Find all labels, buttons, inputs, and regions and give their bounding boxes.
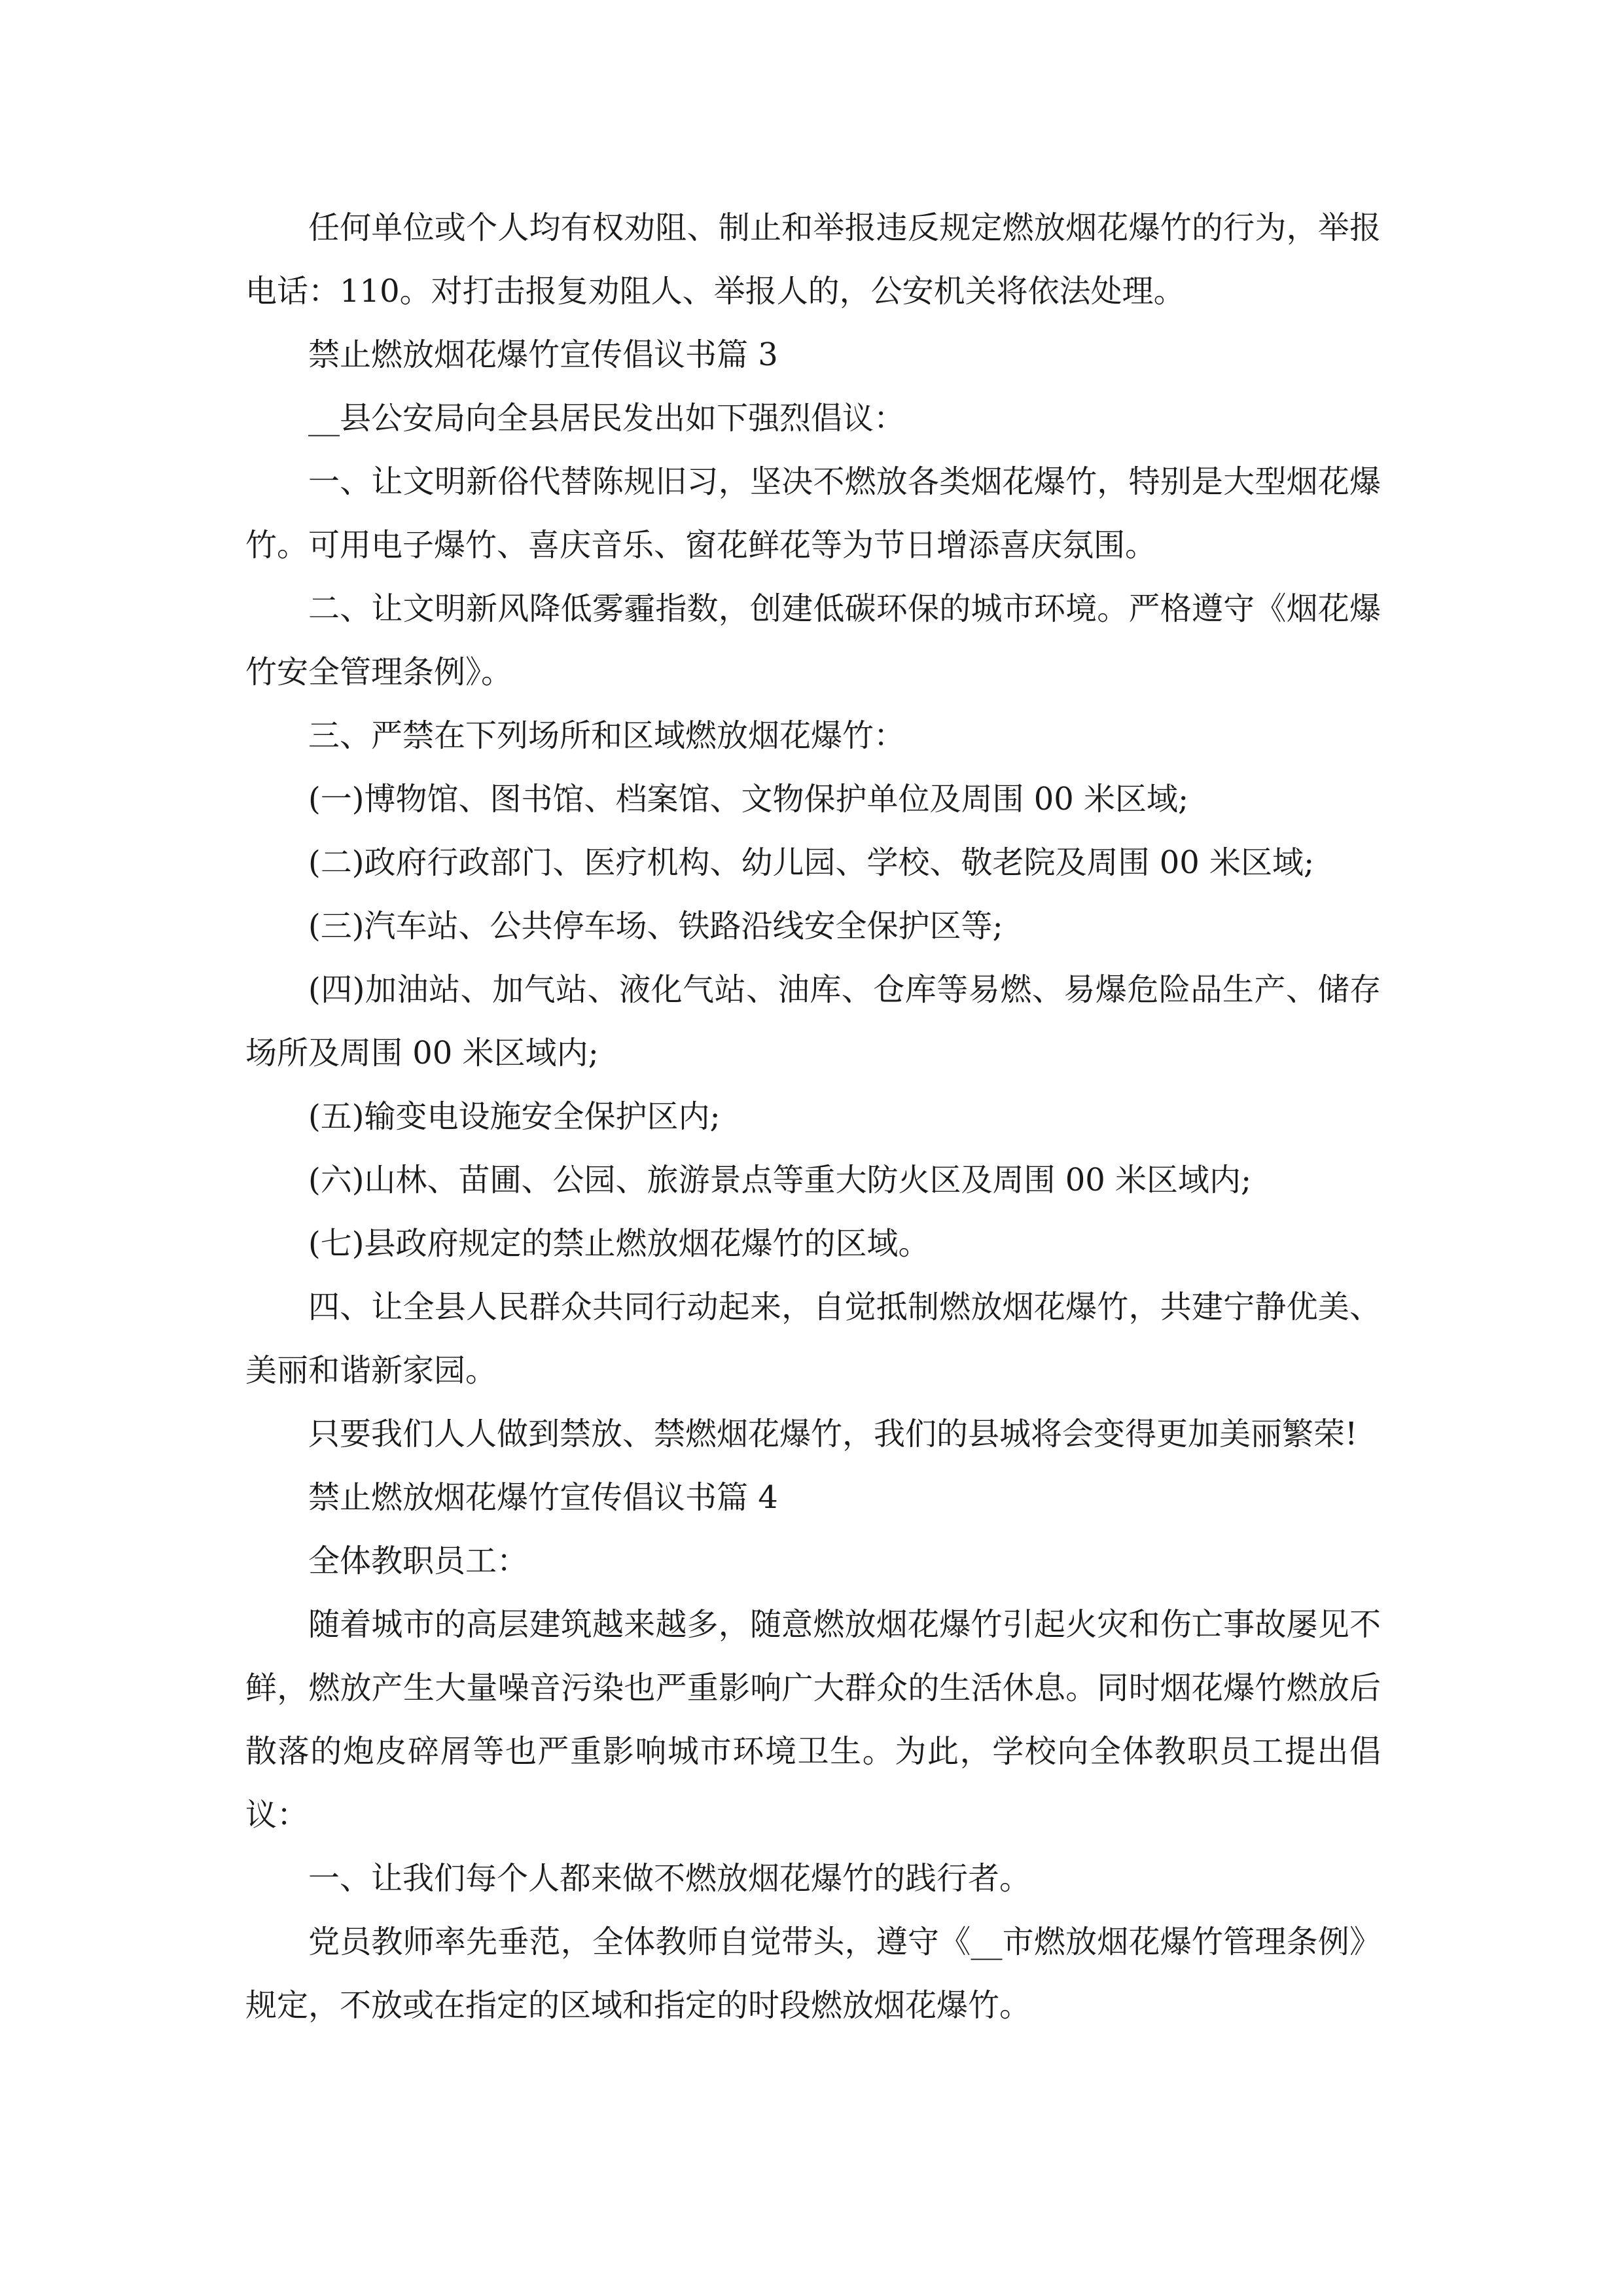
paragraph-background: 随着城市的高层建筑越来越多，随意燃放烟花爆竹引起火灾和伤亡事故屡见不鲜，燃放产生大量噪音污染也严重影响广大群众的生活休息。同时烟花爆竹燃放后散落的炮皮碎屑等也严重影响城市环境卫生。为此，学校向全体教职员工提出倡议：: [245, 1606, 1381, 1833]
paragraph-item-2: 二、让文明新风降低雾霾指数，创建低碳环保的城市环境。严格遵守《烟花爆竹安全管理条例》。: [245, 590, 1381, 691]
section-heading-4: 禁止燃放烟花爆竹宣传倡议书篇 4: [308, 1479, 778, 1516]
paragraph-closing: 只要我们人人做到禁放、禁燃烟花爆竹，我们的县城将会变得更加美丽繁荣!: [308, 1416, 1358, 1452]
list-item-7: (七)县政府规定的禁止燃放烟花爆竹的区域。: [308, 1225, 930, 1262]
paragraph-item-1: 一、让文明新俗代替陈规旧习，坚决不燃放各类烟花爆竹，特别是大型烟花爆竹。可用电子爆竹、喜庆音乐、窗花鲜花等为节日增添喜庆氛围。: [245, 463, 1381, 564]
paragraph-pledge-1: 一、让我们每个人都来做不燃放烟花爆竹的践行者。: [308, 1860, 1031, 1897]
paragraph-pledge-detail: 党员教师率先垂范，全体教师自觉带头，遵守《__市燃放烟花爆竹管理条例》规定，不放或在指定的区域和指定的时段燃放烟花爆竹。: [245, 1924, 1381, 2024]
list-item-3: (三)汽车站、公共停车场、铁路沿线安全保护区等;: [308, 908, 1003, 944]
list-item-2: (二)政府行政部门、医疗机构、幼儿园、学校、敬老院及周围 00 米区域;: [308, 844, 1315, 881]
paragraph-proposal-intro: __县公安局向全县居民发出如下强烈倡议：: [308, 400, 906, 437]
list-item-6: (六)山林、苗圃、公园、旅游景点等重大防火区及周围 00 米区域内;: [308, 1162, 1252, 1198]
paragraph-salutation: 全体教职员工：: [308, 1543, 529, 1579]
paragraph-item-4: 四、让全县人民群众共同行动起来，自觉抵制燃放烟花爆竹，共建宁静优美、美丽和谐新家园。: [245, 1289, 1381, 1389]
paragraph-item-3: 三、严禁在下列场所和区域燃放烟花爆竹：: [308, 717, 906, 754]
paragraph-report-rights: 任何单位或个人均有权劝阻、制止和举报违反规定燃放烟花爆竹的行为，举报电话：110。对打击报复劝阻人、举报人的，公安机关将依法处理。: [245, 209, 1381, 310]
list-item-1: (一)博物馆、图书馆、档案馆、文物保护单位及周围 00 米区域;: [308, 781, 1189, 817]
list-item-4: (四)加油站、加气站、液化气站、油库、仓库等易燃、易爆危险品生产、储存场所及周围 00 米区域内;: [245, 971, 1381, 1071]
document-body: [245, 196, 1381, 2037]
list-item-5: (五)输变电设施安全保护区内;: [308, 1098, 721, 1135]
section-heading-3: 禁止燃放烟花爆竹宣传倡议书篇 3: [308, 336, 778, 373]
